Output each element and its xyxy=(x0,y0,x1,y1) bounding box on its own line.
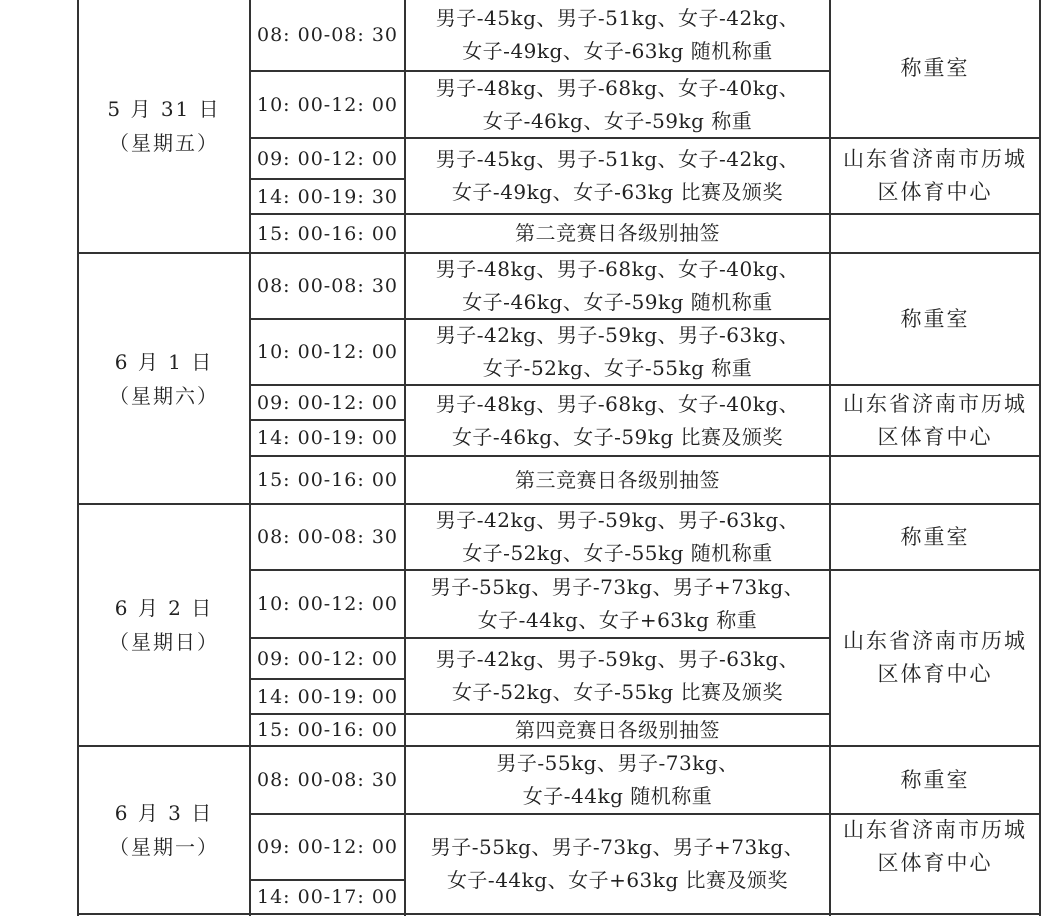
event-line: 女子-44kg、女子+63kg 比赛及颁奖 xyxy=(446,868,789,892)
event-line: 第二竞赛日各级别抽签 xyxy=(515,221,720,245)
event-cell xyxy=(406,139,829,213)
location-line: 山东省济南市历城 xyxy=(843,629,1027,653)
event-cell xyxy=(406,0,829,70)
event-line: 女子-52kg、女子-55kg 随机称重 xyxy=(462,541,773,565)
location-line: 称重室 xyxy=(900,524,970,549)
event-line: 女子-52kg、女子-55kg 比赛及颁奖 xyxy=(451,680,784,704)
location-line: 山东省济南市历城 xyxy=(843,147,1027,171)
location-cell xyxy=(831,571,1039,745)
date-label: 6 月 2 日 xyxy=(114,596,214,620)
event-line: 女子-46kg、女子-59kg 随机称重 xyxy=(462,290,773,314)
event-cell xyxy=(406,639,829,713)
time-cell: 09: 00-12: 00 xyxy=(256,147,398,170)
location-cell xyxy=(831,254,1039,384)
location-line: 区体育中心 xyxy=(877,851,993,875)
date-cell xyxy=(79,747,249,913)
time-cell: 14: 00-19: 30 xyxy=(256,185,398,208)
event-cell xyxy=(406,457,829,503)
time-cell: 15: 00-16: 00 xyxy=(256,469,398,491)
time-cell: 08: 00-08: 30 xyxy=(256,526,398,548)
event-line: 女子-44kg 随机称重 xyxy=(522,784,713,808)
location-line: 区体育中心 xyxy=(877,424,993,449)
time-cell: 14: 00-19: 00 xyxy=(256,685,398,708)
location-line: 区体育中心 xyxy=(877,180,993,204)
event-cell xyxy=(406,386,829,455)
time-cell: 10: 00-12: 00 xyxy=(256,341,398,363)
event-line: 女子-46kg、女子-59kg 比赛及颁奖 xyxy=(451,424,784,449)
weekday-label: （星期五） xyxy=(109,131,219,155)
event-cell xyxy=(406,254,829,318)
event-line: 男子-55kg、男子-73kg、 xyxy=(496,751,739,775)
event-cell xyxy=(406,815,829,913)
event-line: 男子-48kg、男子-68kg、女子-40kg、 xyxy=(435,257,800,281)
event-line: 男子-55kg、男子-73kg、男子+73kg、 xyxy=(430,575,805,599)
time-cell: 08: 00-08: 30 xyxy=(256,24,398,46)
event-line: 女子-52kg、女子-55kg 称重 xyxy=(482,356,753,380)
time-cell: 15: 00-16: 00 xyxy=(256,222,398,245)
event-line: 男子-55kg、男子-73kg、男子+73kg、 xyxy=(430,835,805,859)
time-cell: 15: 00-16: 00 xyxy=(256,719,398,741)
location-line: 称重室 xyxy=(900,56,970,80)
time-cell: 08: 00-08: 30 xyxy=(256,769,398,791)
time-cell: 14: 00-19: 00 xyxy=(256,427,398,449)
event-line: 第四竞赛日各级别抽签 xyxy=(515,717,720,742)
weekday-label: （星期一） xyxy=(109,835,219,859)
weekday-label: （星期六） xyxy=(109,383,219,408)
event-line: 第三竞赛日各级别抽签 xyxy=(515,467,720,492)
event-line: 男子-48kg、男子-68kg、女子-40kg、 xyxy=(435,391,800,416)
event-line: 男子-45kg、男子-51kg、女子-42kg、 xyxy=(435,147,800,171)
time-cell: 10: 00-12: 00 xyxy=(256,593,398,615)
event-cell xyxy=(406,571,829,637)
date-label: 6 月 1 日 xyxy=(114,349,214,374)
location-cell xyxy=(831,386,1039,455)
event-cell xyxy=(406,215,829,252)
location-cell xyxy=(831,139,1039,213)
location-cell xyxy=(831,505,1039,569)
date-label: 5 月 31 日 xyxy=(107,97,221,121)
location-cell xyxy=(831,0,1039,137)
event-line: 男子-42kg、男子-59kg、男子-63kg、 xyxy=(435,647,800,671)
event-line: 女子-49kg、女子-63kg 比赛及颁奖 xyxy=(451,180,784,204)
date-label: 6 月 3 日 xyxy=(114,801,214,825)
event-line: 男子-45kg、男子-51kg、女子-42kg、 xyxy=(435,6,800,30)
time-cell: 09: 00-12: 00 xyxy=(256,836,398,858)
weekday-label: （星期日） xyxy=(109,630,219,654)
location-line: 山东省济南市历城 xyxy=(843,818,1027,842)
event-line: 男子-42kg、男子-59kg、男子-63kg、 xyxy=(435,323,800,347)
location-line: 称重室 xyxy=(900,767,970,792)
event-cell xyxy=(406,72,829,137)
date-cell xyxy=(79,0,249,252)
event-line: 男子-42kg、男子-59kg、男子-63kg、 xyxy=(435,508,800,532)
time-cell: 14: 00-17: 00 xyxy=(256,886,398,908)
location-line: 区体育中心 xyxy=(877,662,993,686)
time-cell: 09: 00-12: 00 xyxy=(256,647,398,670)
event-line: 男子-48kg、男子-68kg、女子-40kg、 xyxy=(435,75,800,100)
location-cell xyxy=(831,815,1039,879)
event-line: 女子-49kg、女子-63kg 随机称重 xyxy=(462,39,773,63)
event-line: 女子-46kg、女子-59kg 称重 xyxy=(482,108,753,133)
event-cell xyxy=(406,320,829,384)
location-line: 称重室 xyxy=(900,306,970,331)
location-cell xyxy=(831,747,1039,813)
time-cell: 08: 00-08: 30 xyxy=(256,275,398,297)
event-cell xyxy=(406,747,829,813)
date-cell xyxy=(79,505,249,745)
event-line: 女子-44kg、女子+63kg 称重 xyxy=(477,608,758,632)
location-line: 山东省济南市历城 xyxy=(843,391,1027,416)
table-border-bottom xyxy=(77,913,1041,915)
time-cell: 10: 00-12: 00 xyxy=(256,93,398,116)
event-cell xyxy=(406,505,829,569)
date-cell xyxy=(79,254,249,503)
event-cell xyxy=(406,715,829,745)
time-cell: 09: 00-12: 00 xyxy=(256,391,398,414)
